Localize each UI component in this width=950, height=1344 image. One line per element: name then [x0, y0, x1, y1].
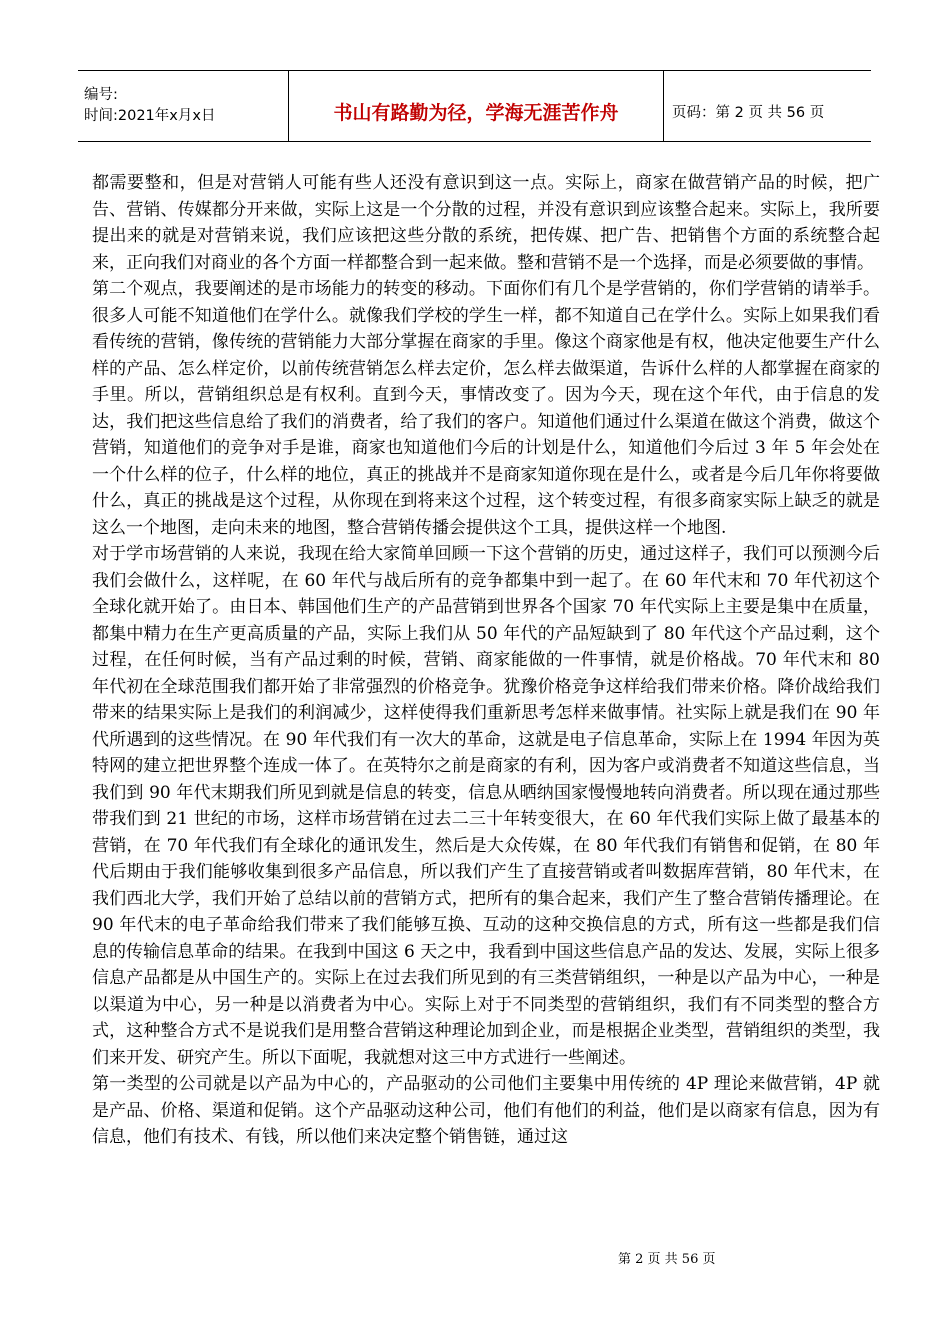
header-page-info: 页码：第 2 页 共 56 页 — [672, 104, 825, 121]
document-body — [92, 170, 880, 1151]
page-footer: 第 2 页 共 56 页 — [618, 1252, 716, 1267]
paragraph: 对于学市场营销的人来说，我现在给大家简单回顾一下这个营销的历史，通过这样子，我们可以预测今后我们会做什么，这样呢，在 60 年代与战后所有的竞争都集中到一起了。在 60 年代末和 70 年代初这个全球化就开始了。由日本、韩国他们生产的产品营销到世界各个国家 70 年代实际上主要是集中在质量，都集中精力在生产更高质量的产品，实际上我们从 50 年代的产品短缺到了 80 年代这个产品过剩，这个过程，在任何时候，当有产品过剩的时候，营销、商家能做的一件事情，就是价格战。70 年代末和 80 年代初在全球范围我们都开始了非常强烈的价格竞争。犹豫价格竞争这样给我们带来价格。降价战给我们带来的结果实际上是我们的利润减少，这样使得我们重新思考怎样来做事情。社实际上就是我们在 90 年代所遇到的这些情况。在 90 年代我们有一次大的革命，这就是电子信息革命，实际上在 1994 年因为英特网的建立把世界整个连成一体了。在英特尔之前是商家的有利，因为客户或消费者不知道这些信息，当我们到 90 年代末期我们所见到就是信息的转变，信息从晒纳国家慢慢地转向消费者。所以现在通过那些带我们到 21 世纪的市场，这样市场营销在过去二三十年转变很大，在 60 年代我们实际上做了最基本的营销，在 70 年代我们有全球化的通讯发生，然后是大众传媒，在 80 年代我们有销售和促销，在 80 年代后期由于我们能够收集到很多产品信息，所以我们产生了直接营销或者叫数据库营销，80 年代末，在我们西北大学，我们开始了总结以前的营销方式，把所有的集合起来，我们产生了整合营销传播理论。在 90 年代末的电子革命给我们带来了我们能够互换、互动的这种交换信息的方式，所有这一些都是我们信息的传输信息革命的结果。在我到中国这 6 天之中，我看到中国这些信息产品的发达、发展，实际上很多信息产品都是从中国生产的。实际上在过去我们所见到的有三类营销组织，一种是以产品为中心，一种是以渠道为中心，另一种是以消费者为中心。实际上对于不同类型的营销组织，我们有不同类型的整合方式，这种整合方式不是说我们是用整合营销这种理论加到企业，而是根据企业类型，营销组织的类型，我们来开发、研究产生。所以下面呢，我就想对这三中方式进行一些阐述。 — [92, 544, 880, 1068]
document-number: 编号: — [84, 87, 118, 103]
paragraph: 都需要整和，但是对营销人可能有些人还没有意识到这一点。实际上，商家在做营销产品的时候，把广告、营销、传媒都分开来做，实际上这是一个分散的过程，并没有意识到应该整合起来。实际上，我所要提出来的就是对营销来说，我们应该把这些分散的系统，把传媒、把广告、把销售个方面的系统整合起来，正向我们对商业的各个方面一样都整合到一起来做。整和营销不是一个选择，而是必须要做的事情。 — [92, 173, 880, 273]
paragraph: 第二个观点，我要阐述的是市场能力的转变的移动。下面你们有几个是学营销的，你们学营销的请举手。很多人可能不知道他们在学什么。就像我们学校的学生一样，都不知道自己在学什么。实际上如果我们看看传统的营销，像传统的营销能力大部分掌握在商家的手里。像这个商家他是有权，他决定他要生产什么样的产品、怎么样定价，以前传统营销怎么样去定价，怎么样去做渠道，告诉什么样的人都掌握在商家的手里。所以，营销组织总是有权利。直到今天，事情改变了。因为今天，现在这个年代，由于信息的发达，我们把这些信息给了我们的消费者，给了我们的客户。知道他们通过什么渠道在做这个消费，做这个营销，知道他们的竞争对手是谁，商家也知道他们今后的计划是什么，知道他们今后过 3 年 5 年会处在一个什么样的位子，什么样的地位，真正的挑战并不是商家知道你现在是什么，或者是今后几年你将要做什么，真正的挑战是这个过程，从你现在到将来这个过程，这个转变过程，有很多商家实际上缺乏的就是这么一个地图，走向未来的地图，整合营销传播会提供这个工具，提供这样一个地图. — [92, 279, 880, 538]
header-meta — [78, 71, 289, 142]
document-time: 时间:2021年x月x日 — [84, 108, 216, 124]
page-header — [78, 70, 871, 142]
header-motto: 书山有路勤为径，学海无涯苦作舟 — [289, 71, 664, 142]
paragraph: 第一类型的公司就是以产品为中心的，产品驱动的公司他们主要集中用传统的 4P 理论来做营销，4P 就是产品、价格、渠道和促销。这个产品驱动这种公司，他们有他们的利益，他们是以商家有信息，因为有信息，他们有技术、有钱，所以他们来决定整个销售链，通过这 — [92, 1074, 880, 1147]
